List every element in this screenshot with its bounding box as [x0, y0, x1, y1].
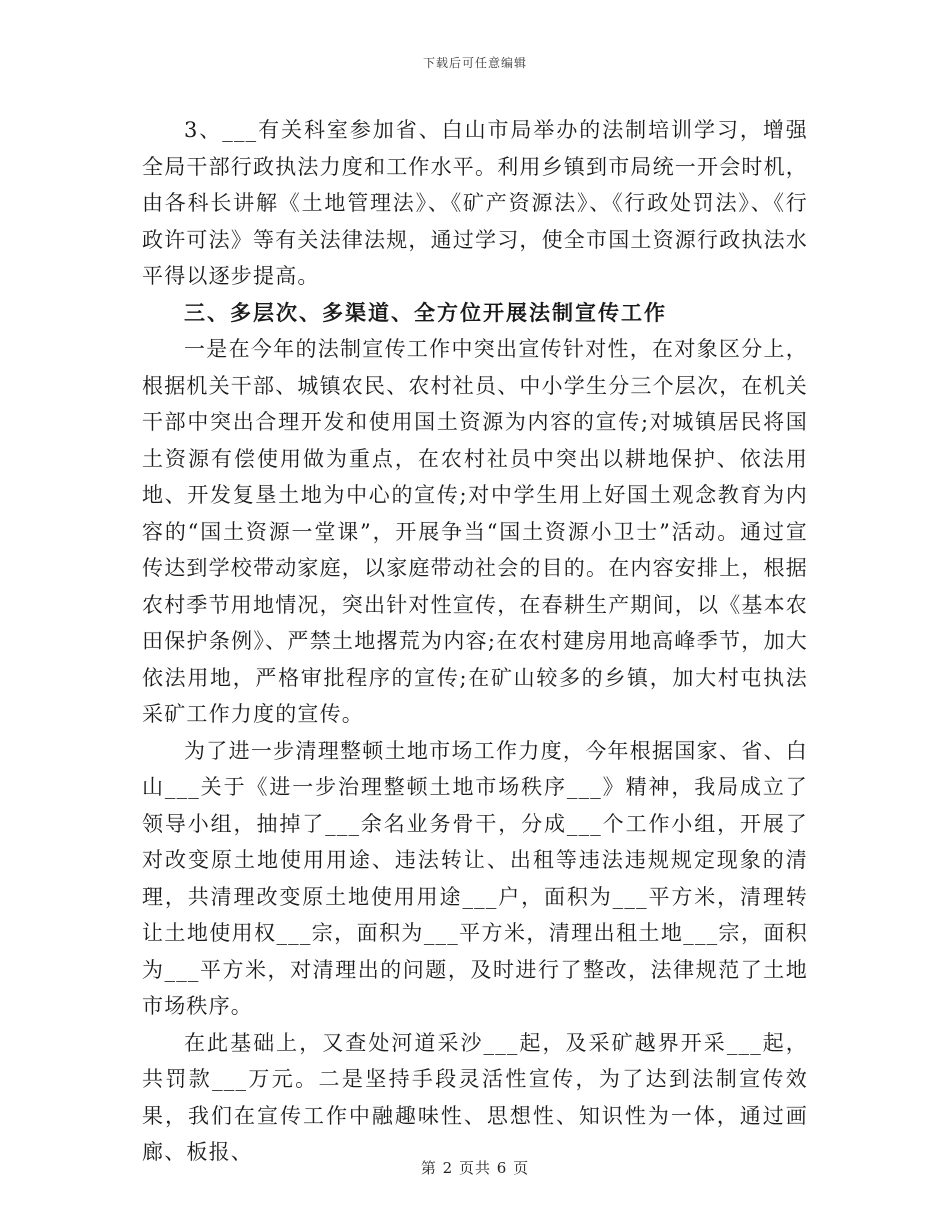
paragraph-enforcement: 在此基础上，又查处河道采沙___起，及采矿越界开采___起，共罚款___万元。二是坚持手段灵活性宣传，为了达到法制宣传效果，我们在宣传工作中融趣味性、思想性、知识性为一体，通过画廊、板报、: [142, 1030, 808, 1164]
page-header: 下载后可任意编辑: [422, 56, 527, 70]
section-heading: 三、多层次、多渠道、全方位开展法制宣传工作: [184, 299, 667, 325]
page-footer: 第 2 页共 6 页: [420, 1159, 530, 1177]
paragraph-training: 3、___有关科室参加省、白山市局举办的法制培训学习，增强全局干部行政执法力度和工作水平。利用乡镇到市局统一开会时机，由各科长讲解《土地管理法》、《矿产资源法》、《行政处罚法》、《行政许可法》等有关法律法规，通过学习，使全市国土资源行政执法水平得以逐步提高。: [142, 118, 808, 288]
paragraph-land-market: 为了进一步清理整顿土地市场工作力度，今年根据国家、省、白山___关于《进一步治理整顿土地市场秩序___》精神，我局成立了领导小组，抽掉了___余名业务骨干，分成___个工作小组，开展了对改变原土地使用用途、违法转让、出租等违法违规规定现象的清理，共清理改变原土地使用用途___户，面积为___平方米，清理转让土地使用权___宗，面积为___平方米，清理出租土地___宗，面积为___平方米，对清理出的问题，及时进行了整改，法律规范了土地市场秩序。: [142, 738, 808, 1018]
document-body: [142, 112, 808, 1171]
paragraph-publicity: 一是在今年的法制宣传工作中突出宣传针对性，在对象区分上，根据机关干部、城镇农民、农村社员、中小学生分三个层次，在机关干部中突出合理开发和使用国土资源为内容的宣传;对城镇居民将国土资源有偿使用做为重点，在农村社员中突出以耕地保护、依法用地、开发复垦土地为中心的宣传;对中学生用上好国土观念教育为内容的“国土资源一堂课”，开展争当“国土资源小卫士”活动。通过宣传达到学校带动家庭，以家庭带动社会的目的。在内容安排上，根据农村季节用地情况，突出针对性宣传，在春耕生产期间，以《基本农田保护条例》、严禁土地撂荒为内容;在农村建房用地高峰季节，加大依法用地，严格审批程序的宣传;在矿山较多的乡镇，加大村屯执法采矿工作力度的宣传。: [142, 337, 808, 726]
